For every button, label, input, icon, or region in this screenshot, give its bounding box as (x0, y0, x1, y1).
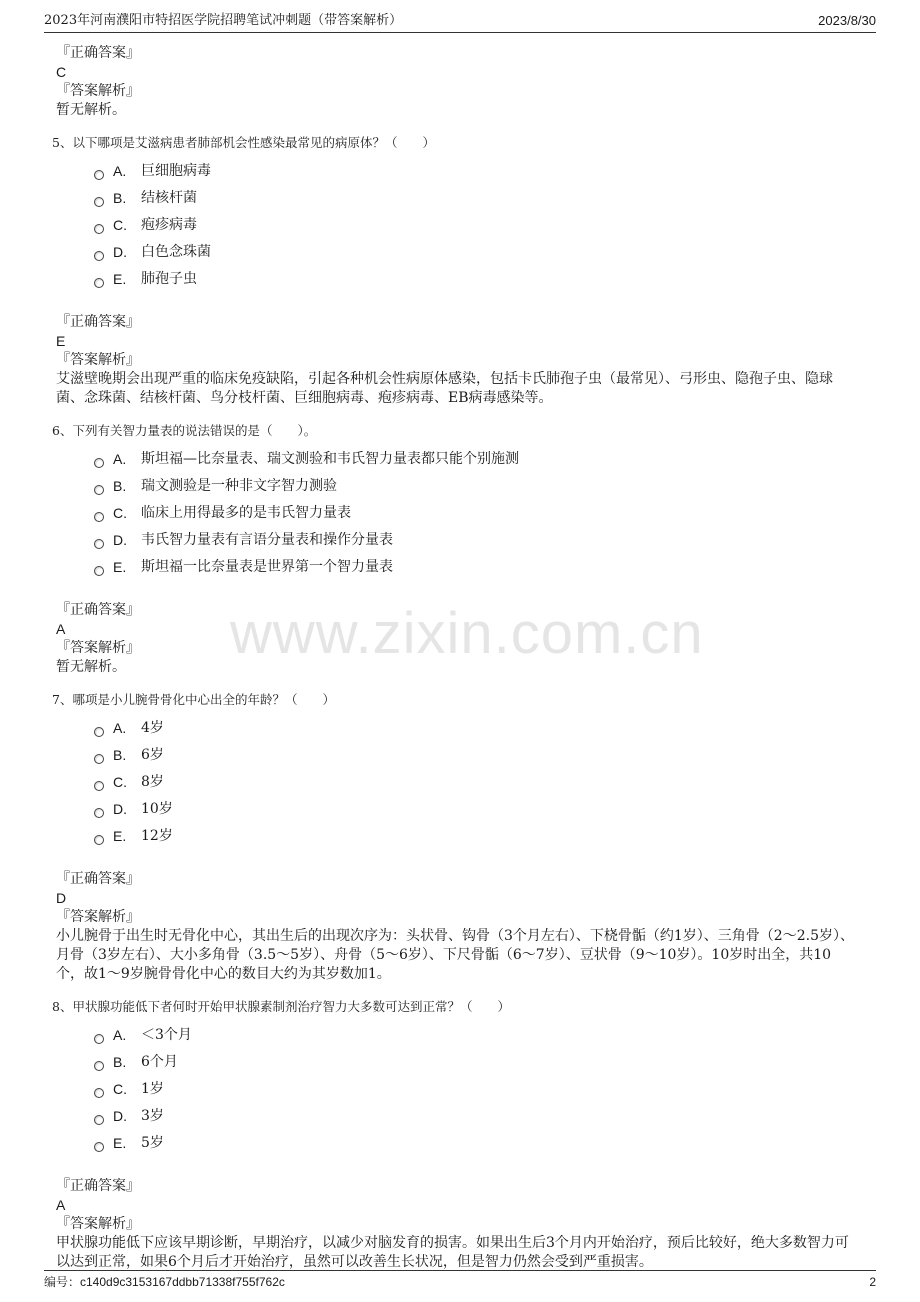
option-c[interactable] (94, 769, 856, 796)
document-body (52, 44, 856, 1272)
option-letter: B. (113, 478, 127, 494)
question-7 (52, 691, 856, 984)
correct-answer: C (56, 64, 67, 80)
correct-answer: A (56, 1197, 66, 1213)
option-d[interactable] (94, 527, 856, 554)
option-text: 斯坦福—比奈量表、瑞文测验和韦氏智力量表都只能个别施测 (141, 451, 519, 467)
option-text: ＜3个月 (141, 1027, 192, 1043)
question-5 (52, 134, 856, 408)
option-letter: E. (113, 559, 127, 575)
option-letter: C. (113, 774, 127, 790)
option-letter: C. (113, 217, 127, 233)
option-e[interactable] (94, 1130, 856, 1157)
option-letter: B. (113, 1054, 127, 1070)
radio-icon[interactable] (94, 251, 104, 261)
question-stem: 5、以下哪项是艾滋病患者肺部机会性感染最常见的病原体？（ ） (52, 135, 435, 150)
radio-icon[interactable] (94, 1088, 104, 1098)
option-text: 临床上用得最多的是韦氏智力量表 (141, 505, 351, 521)
explain-label: 『答案解析』 (56, 909, 140, 925)
option-letter: E. (113, 828, 127, 844)
option-a[interactable] (94, 446, 856, 473)
radio-icon[interactable] (94, 781, 104, 791)
explain-label: 『答案解析』 (56, 352, 140, 368)
option-text: 结核杆菌 (141, 190, 197, 206)
option-text: 斯坦福一比奈量表是世界第一个智力量表 (141, 559, 393, 575)
page-header (44, 10, 876, 33)
answer-label: 『正确答案』 (56, 1178, 140, 1194)
question-6 (52, 422, 856, 677)
option-text: 疱疹病毒 (141, 217, 197, 233)
option-c[interactable] (94, 500, 856, 527)
explain-label: 『答案解析』 (56, 640, 140, 656)
option-text: 瑞文测验是一种非文字智力测验 (141, 478, 337, 494)
radio-icon[interactable] (94, 1142, 104, 1152)
document-title: 2023年河南濮阳市特招医学院招聘笔试冲刺题（带答案解析） (44, 13, 403, 28)
explanation: 暂无解析。 (56, 102, 126, 118)
explanation: 艾滋壁晚期会出现严重的临床免疫缺陷，引起各种机会性病原体感染，包括卡氏肺孢子虫（最常见）、弓形虫、隐孢子虫、隐球菌、念珠菌、结核杆菌、鸟分枝杆菌、巨细胞病毒、疱疹病毒、EB病毒感染等。 (56, 371, 833, 406)
correct-answer: E (56, 333, 66, 349)
option-b[interactable] (94, 473, 856, 500)
option-c[interactable] (94, 212, 856, 239)
option-text: 3岁 (141, 1108, 164, 1124)
radio-icon[interactable] (94, 808, 104, 818)
page-number: 2 (869, 1275, 876, 1289)
radio-icon[interactable] (94, 1034, 104, 1044)
answer-label: 『正确答案』 (56, 871, 140, 887)
option-list (94, 158, 856, 293)
explanation: 小儿腕骨于出生时无骨化中心，其出生后的出现次序为：头状骨、钩骨（3个月左右）、下桡骨骺（约1岁）、三角骨（2～2.5岁）、月骨（3岁左右）、大小多角骨（3.5～5岁）、舟骨（5～6岁）、下尺骨骺（6～7岁）、豆状骨（9～10岁）。10岁时出全，共10个，故1～9岁腕骨骨化中心的数目大约为其岁数加1。 (56, 928, 854, 982)
radio-icon[interactable] (94, 1061, 104, 1071)
correct-answer: D (56, 890, 67, 906)
radio-icon[interactable] (94, 1115, 104, 1125)
option-letter: A. (113, 163, 127, 179)
option-a[interactable] (94, 715, 856, 742)
option-text: 12岁 (141, 828, 173, 844)
option-text: 1岁 (141, 1081, 164, 1097)
option-text: 4岁 (141, 720, 164, 736)
question-stem: 8、甲状腺功能低下者何时开始甲状腺素制剂治疗智力大多数可达到正常？（ ） (52, 999, 510, 1014)
option-a[interactable] (94, 158, 856, 185)
answer-section (56, 601, 856, 677)
radio-icon[interactable] (94, 566, 104, 576)
answer-section (56, 1177, 856, 1272)
radio-icon[interactable] (94, 197, 104, 207)
answer-label: 『正确答案』 (56, 314, 140, 330)
answer-section (56, 313, 856, 408)
option-list (94, 446, 856, 581)
option-letter: A. (113, 1027, 127, 1043)
option-letter: C. (113, 505, 127, 521)
radio-icon[interactable] (94, 835, 104, 845)
option-text: 10岁 (141, 801, 173, 817)
option-letter: C. (113, 1081, 127, 1097)
document-code: 编号：c140d9c3153167ddbb71338f755f762c (44, 1275, 285, 1289)
option-text: 韦氏智力量表有言语分量表和操作分量表 (141, 532, 393, 548)
answer-section (56, 870, 856, 984)
radio-icon[interactable] (94, 539, 104, 549)
radio-icon[interactable] (94, 458, 104, 468)
answer-section-prev (56, 44, 856, 120)
option-b[interactable] (94, 185, 856, 212)
option-text: 肺孢子虫 (141, 271, 197, 287)
option-d[interactable] (94, 1103, 856, 1130)
option-b[interactable] (94, 742, 856, 769)
question-8 (52, 998, 856, 1272)
answer-label: 『正确答案』 (56, 602, 140, 618)
option-letter: D. (113, 801, 127, 817)
option-list (94, 715, 856, 850)
option-e[interactable] (94, 823, 856, 850)
option-letter: D. (113, 244, 127, 260)
option-e[interactable] (94, 266, 856, 293)
radio-icon[interactable] (94, 485, 104, 495)
question-stem: 7、哪项是小儿腕骨骨化中心出全的年龄？（ ） (52, 692, 335, 707)
option-text: 6岁 (141, 747, 164, 763)
option-text: 8岁 (141, 774, 164, 790)
option-text: 6个月 (141, 1054, 178, 1070)
question-stem: 6、下列有关智力量表的说法错误的是（ ）。 (52, 423, 317, 438)
option-letter: B. (113, 747, 127, 763)
option-text: 5岁 (141, 1135, 164, 1151)
option-text: 白色念珠菌 (141, 244, 211, 260)
option-list (94, 1022, 856, 1157)
option-a[interactable] (94, 1022, 856, 1049)
explanation: 甲状腺功能低下应该早期诊断，早期治疗，以减少对脑发育的损害。如果出生后3个月内开始治疗，预后比较好，绝大多数智力可以达到正常，如果6个月后才开始治疗，虽然可以改善生长状况，但是智力仍然会受到严重损害。 (56, 1235, 849, 1270)
document-date: 2023/8/30 (818, 13, 876, 28)
option-d[interactable] (94, 239, 856, 266)
radio-icon[interactable] (94, 278, 104, 288)
option-d[interactable] (94, 796, 856, 823)
option-c[interactable] (94, 1076, 856, 1103)
option-letter: A. (113, 720, 127, 736)
radio-icon[interactable] (94, 170, 104, 180)
option-letter: E. (113, 271, 127, 287)
page-footer (44, 1270, 876, 1291)
option-text: 巨细胞病毒 (141, 163, 211, 179)
option-letter: E. (113, 1135, 127, 1151)
watermark: www.zixin.com.cn (230, 601, 704, 666)
option-letter: B. (113, 190, 127, 206)
correct-answer: A (56, 621, 66, 637)
option-letter: D. (113, 1108, 127, 1124)
option-letter: A. (113, 451, 127, 467)
option-e[interactable] (94, 554, 856, 581)
radio-icon[interactable] (94, 512, 104, 522)
answer-label: 『正确答案』 (56, 45, 140, 61)
radio-icon[interactable] (94, 727, 104, 737)
explain-label: 『答案解析』 (56, 83, 140, 99)
radio-icon[interactable] (94, 754, 104, 764)
radio-icon[interactable] (94, 224, 104, 234)
option-letter: D. (113, 532, 127, 548)
option-b[interactable] (94, 1049, 856, 1076)
explanation: 暂无解析。 (56, 659, 126, 675)
explain-label: 『答案解析』 (56, 1216, 140, 1232)
